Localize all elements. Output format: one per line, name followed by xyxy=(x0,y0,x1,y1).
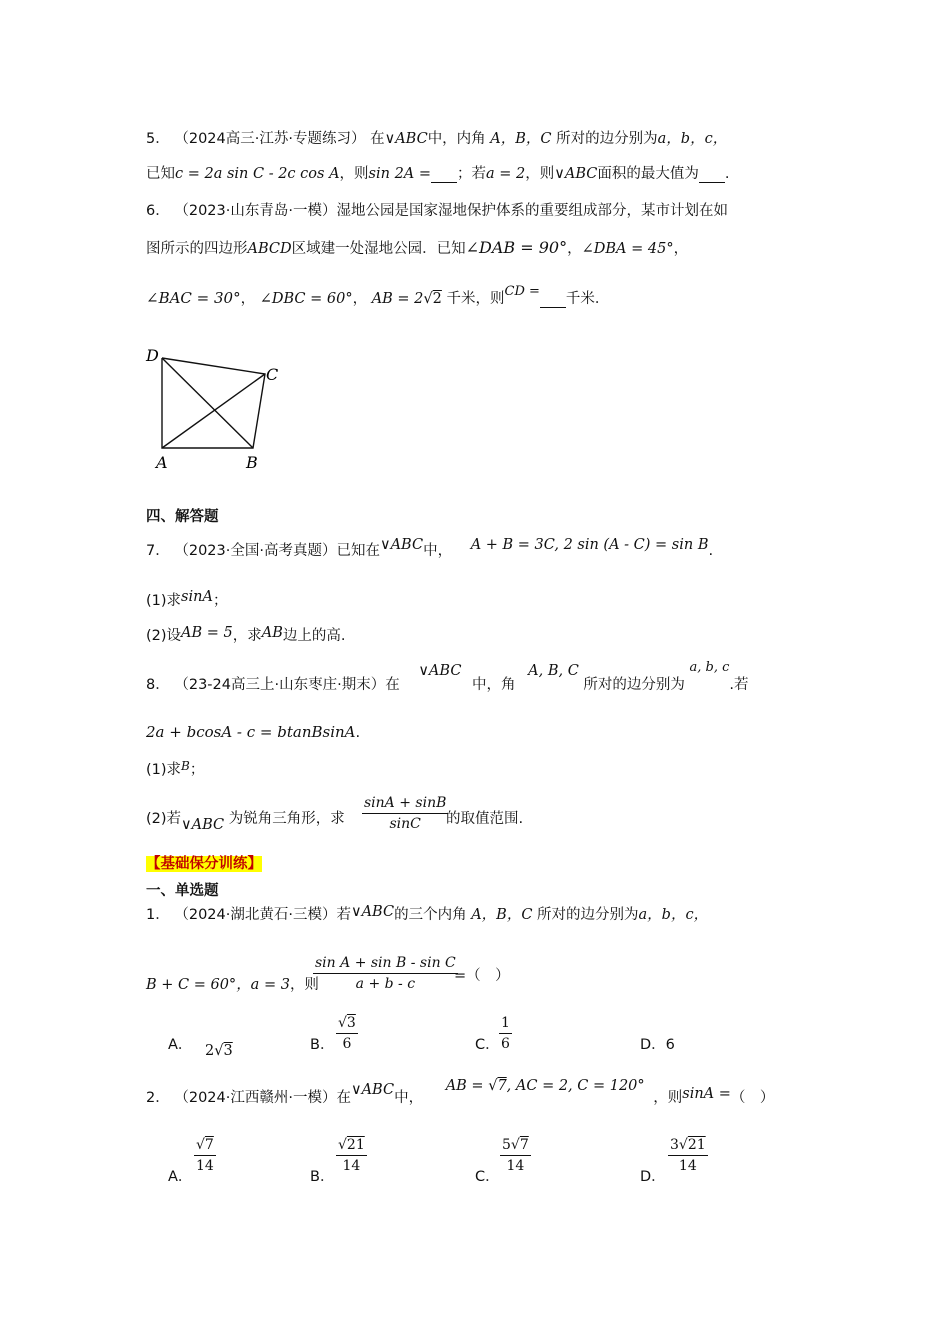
q7-text: (1)求 xyxy=(146,593,182,609)
answer-blank[interactable] xyxy=(540,292,566,308)
q8-text: 在 xyxy=(385,677,400,693)
mq2-paren: （ ） xyxy=(730,1090,775,1106)
mq2-option-a[interactable] xyxy=(168,1165,192,1186)
option-den: 14 xyxy=(336,1155,367,1174)
option-label: C． xyxy=(475,1037,500,1053)
q5-text: 在 xyxy=(370,131,385,147)
option-root: 7 xyxy=(204,1137,214,1153)
section-heading: 四、解答题 xyxy=(146,509,219,525)
option-label: A． xyxy=(168,1169,193,1185)
mq1-option-c-frac xyxy=(499,1015,512,1052)
option-root: 21 xyxy=(687,1137,706,1153)
q8-angles: A, B, C xyxy=(528,663,579,679)
option-root: 3 xyxy=(223,1043,233,1059)
q8-line2 xyxy=(146,725,360,741)
q8-text: 为锐角三角形，求 xyxy=(228,811,345,827)
q8-condition: 2a + bcosA - c = btanBsinA xyxy=(146,723,356,741)
q6-line3: ∠BAC = 30°， ∠DBC = 60°， AB = 2√2 千米，则CD = 千米． xyxy=(146,284,610,307)
q8-text: .若 xyxy=(729,677,749,693)
q7-math: sinA xyxy=(181,589,213,605)
q8-frac-numerator: sinA + sinB xyxy=(364,795,447,811)
option-den: 6 xyxy=(499,1033,512,1052)
q5-angles: A，B，C xyxy=(490,131,552,147)
mq1-triangle: ∨ABC xyxy=(350,904,395,920)
q8-text: ； xyxy=(189,762,205,778)
mq2-option-c-frac: $\frac{5√7}{14}$ xyxy=(502,1137,529,1174)
q5-text: ，则 xyxy=(339,166,369,182)
q8-text: 所对的边分别为 xyxy=(583,677,685,693)
answer-blank[interactable] xyxy=(699,167,725,183)
option-label: B． xyxy=(310,1169,335,1185)
q6-angle-dbc: ∠DBC = 60° xyxy=(259,291,353,307)
q7-part1 xyxy=(146,589,228,609)
option-label: C． xyxy=(475,1169,500,1185)
q5-text: 面积的最大值为 xyxy=(597,166,699,182)
mq2-option-a-frac: $\frac{√7}{14}$ xyxy=(196,1137,214,1174)
mq2-text: 在 xyxy=(336,1090,351,1106)
option-root: 7 xyxy=(519,1137,529,1153)
mq1-frac-numerator: sin A + sin B - sin C xyxy=(315,955,456,971)
q6-ab-root: 2 xyxy=(432,291,442,307)
q5-sides: a，b，c， xyxy=(657,131,728,147)
option-root: 21 xyxy=(346,1137,365,1153)
mq1-condition: B + C = 60° xyxy=(146,977,237,993)
mq2-cond: AB = xyxy=(445,1078,489,1094)
q6-line2: 图所示的四边形ABCD区域建一处湿地公园．已知∠DAB = 90°，∠DBA = 45°， xyxy=(146,238,689,257)
q5-triangle: ∨ABC xyxy=(554,166,598,182)
mq2-line: 2． （2024·江西赣州·一模）在∨ABC中， AB = √7, AC = 2, C = 120° ，则sinA =（ ） xyxy=(146,1078,775,1106)
mq2-ask: sinA = xyxy=(682,1086,731,1102)
q8-number: 8． xyxy=(146,677,170,693)
quadrilateral-figure xyxy=(140,340,300,475)
q7-text: 已知在 xyxy=(336,543,380,559)
q6-source: （2023·山东青岛·一模） xyxy=(174,203,337,219)
vertex-label-b: B xyxy=(246,453,258,472)
q7-math: AB xyxy=(261,625,283,641)
q8-triangle: ∨ABC xyxy=(181,817,225,833)
q7-text: 边上的高. xyxy=(282,628,346,644)
q8-math: B xyxy=(181,759,190,773)
option-root: 3 xyxy=(346,1015,356,1031)
mq1-option-d[interactable] xyxy=(640,1033,675,1054)
q8-part2-end: 的取值范围. xyxy=(446,811,524,827)
q5-line2 xyxy=(146,167,730,183)
q6-line1 xyxy=(146,204,728,219)
mq1-line2 xyxy=(146,978,319,993)
option-den: 14 xyxy=(668,1155,708,1174)
q5-line1 xyxy=(146,132,727,147)
q5-text: 已知 xyxy=(146,166,175,182)
mq1-text: 若 xyxy=(336,907,351,923)
q8-frac-denominator: sinC xyxy=(362,813,448,832)
option-value: 6 xyxy=(665,1037,675,1053)
q6-number: 6． xyxy=(146,203,170,219)
q6-angle-bac: ∠BAC = 30° xyxy=(146,289,241,307)
q7-text: . xyxy=(708,543,714,559)
vertex-label-c: C xyxy=(266,365,279,384)
q8-part1 xyxy=(146,759,205,778)
mq1-option-a[interactable]: A． 2√3 xyxy=(168,1037,233,1059)
mq1-text: 所对的边分别为 xyxy=(537,907,639,923)
mq2-option-b[interactable] xyxy=(310,1165,334,1186)
q6-angle-dba: ∠DBA = 45° xyxy=(581,241,674,257)
mq1-option-b[interactable] xyxy=(310,1033,334,1054)
option-den: 6 xyxy=(336,1033,358,1052)
q7-part2 xyxy=(146,625,346,644)
q8-text: 中，角 xyxy=(472,677,516,693)
quadrilateral-edges xyxy=(162,358,265,448)
q5-text: 中，内角 xyxy=(427,131,486,147)
q8-text: . xyxy=(355,725,361,741)
q6-cd: CD = xyxy=(504,284,540,299)
q8-sides: a, b, c xyxy=(689,660,730,675)
q6-text: 图所示的四边形 xyxy=(146,241,248,257)
mq1-number: 1． xyxy=(146,907,170,923)
option-coef: 2 xyxy=(205,1043,215,1059)
q7-line1 xyxy=(146,537,714,559)
q7-math: AB = 5 xyxy=(181,625,233,641)
q8-source: （23-24高三上·山东枣庄·期末） xyxy=(174,677,386,693)
q8-line1 xyxy=(146,660,749,693)
mq1-option-c[interactable] xyxy=(475,1033,500,1054)
vertex-label-d: D xyxy=(146,346,159,365)
mq1-option-b-frac: $\frac{√3}{6}$ xyxy=(338,1015,356,1052)
mq2-text: 中， xyxy=(394,1090,424,1106)
section-tag xyxy=(146,857,262,872)
q5-triangle: ∨ABC xyxy=(384,131,428,147)
mq1-fraction xyxy=(313,955,458,992)
section-tag-label: 【基础保分训练】 xyxy=(146,856,262,872)
option-label: D． xyxy=(640,1169,666,1185)
q6-angle-dab: ∠DAB = 90° xyxy=(465,238,568,257)
q7-text: ； xyxy=(212,593,228,609)
q8-text: (1)求 xyxy=(146,762,182,778)
mq2-triangle: ∨ABC xyxy=(350,1082,395,1098)
option-label: A． xyxy=(168,1037,193,1053)
mq1-eq: =（ ） xyxy=(454,968,510,984)
mq2-option-c[interactable] xyxy=(475,1165,500,1186)
mq2-text: ，则 xyxy=(653,1090,683,1106)
mq2-cond-root: 7 xyxy=(497,1078,507,1094)
mq1-frac-denominator: a + b - c xyxy=(313,973,458,992)
q5-source: （2024高三·江苏·专题练习） xyxy=(174,131,366,147)
option-den: 14 xyxy=(194,1155,216,1174)
q8-fraction xyxy=(362,795,448,832)
mq1-condition2: ，a = 3 xyxy=(236,977,290,993)
q6-text: 区域建一处湿地公园．已知 xyxy=(291,241,466,257)
q8-triangle: ∨ABC xyxy=(418,663,462,679)
option-coef: 5 xyxy=(502,1137,511,1153)
option-label: D． xyxy=(640,1037,666,1053)
q7-triangle: ∨ABC xyxy=(379,537,424,553)
mq2-option-b-frac: $\frac{√21}{14}$ xyxy=(338,1137,365,1174)
q5-text: . xyxy=(724,166,730,182)
q5-text: 所对的边分别为 xyxy=(556,131,658,147)
option-coef: 3 xyxy=(670,1137,679,1153)
answer-blank[interactable] xyxy=(431,167,457,183)
option-den: 14 xyxy=(500,1155,531,1174)
q8-part2 xyxy=(146,811,345,833)
mq2-number: 2． xyxy=(146,1090,170,1106)
q7-text: ，求 xyxy=(232,628,262,644)
q7-number: 7． xyxy=(146,543,170,559)
q6-text: 千米，则 xyxy=(446,291,505,307)
q5-text: ；若 xyxy=(457,166,487,182)
diagonal-db xyxy=(162,358,253,448)
q7-text: (2)设 xyxy=(146,628,182,644)
q6-text: 千米． xyxy=(565,291,610,307)
q7-condition: A + B = 3C, 2 sin (A - C) = sin B xyxy=(470,537,709,553)
q5-number: 5． xyxy=(146,131,170,147)
q5-condition: c = 2a sin C - 2c cos A xyxy=(175,166,340,182)
mq2-option-d-frac: $\frac{3√21}{14}$ xyxy=(670,1137,706,1174)
option-num: 1 xyxy=(501,1015,510,1031)
mq1-sides: a，b，c， xyxy=(638,907,709,923)
q5-text: ，则 xyxy=(525,166,555,182)
mq1-text: ，则 xyxy=(289,977,319,993)
mq1-text: 的三个内角 xyxy=(394,907,467,923)
q6-text: 湿地公园是国家湿地保护体系的重要组成部分，某市计划在如 xyxy=(336,203,728,219)
mq1-angles: A，B，C xyxy=(471,907,533,923)
q7-text: 中， xyxy=(423,543,453,559)
q7-source: （2023·全国·高考真题） xyxy=(174,543,337,559)
q6-ab: AB = 2 xyxy=(371,291,424,307)
vertex-label-a: A xyxy=(156,453,168,472)
section-heading: 一、单选题 xyxy=(146,883,219,899)
q5-ask1: sin 2A = xyxy=(368,166,432,182)
mq1-source: （2024·湖北黄石·三模） xyxy=(174,907,337,923)
q5-condition2: a = 2 xyxy=(486,166,526,182)
q8-text: (2)若 xyxy=(146,811,182,827)
q6-quad: ABCD xyxy=(247,241,292,257)
mq1-line1 xyxy=(146,904,709,923)
mq2-cond: , AC = 2, C = 120° xyxy=(506,1078,645,1094)
diagonal-ac xyxy=(162,374,265,448)
option-label: B． xyxy=(310,1037,335,1053)
mq2-source: （2024·江西赣州·一模） xyxy=(174,1090,337,1106)
mq2-option-d[interactable] xyxy=(640,1165,666,1186)
